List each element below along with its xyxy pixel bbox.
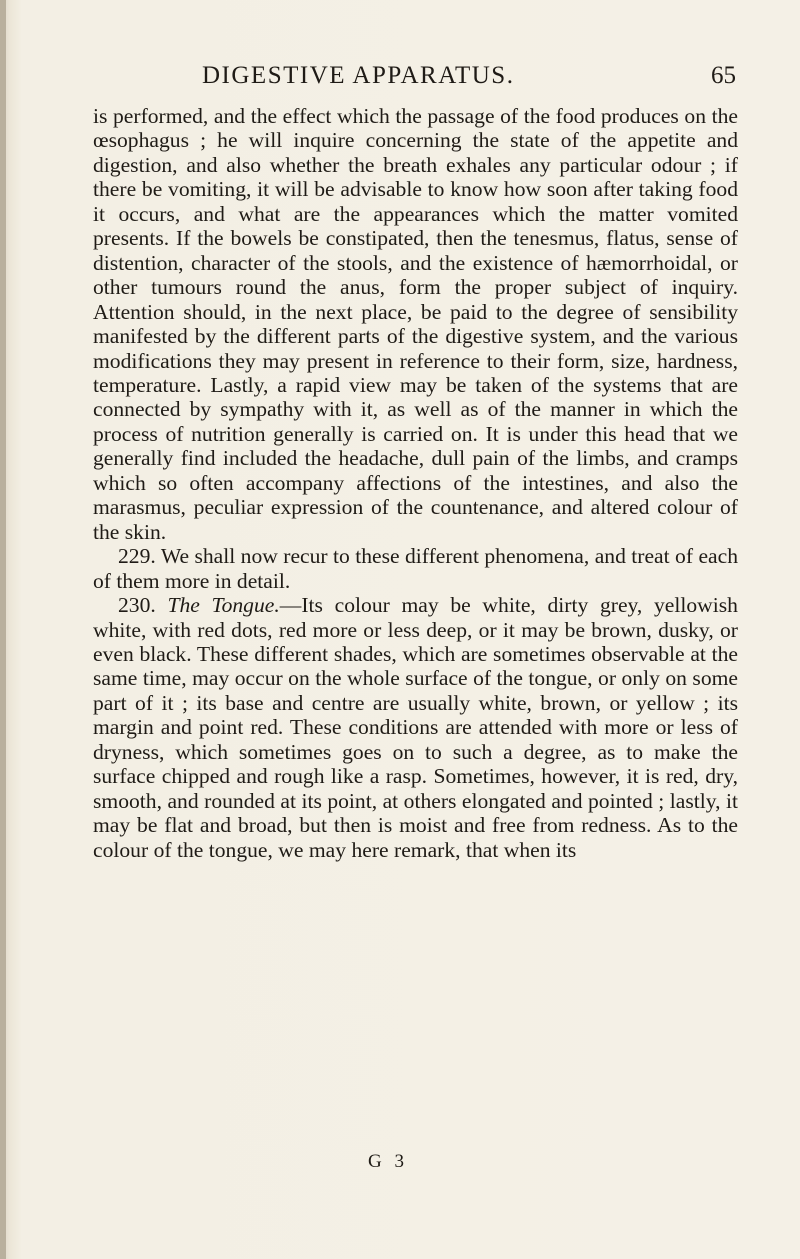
signature-mark: G 3 <box>368 1151 408 1172</box>
paragraph-number: 230. <box>118 593 156 618</box>
page-number: 65 <box>711 62 736 89</box>
paragraph-text: —Its colour may be white, dirty grey, yellowish white, with red dots, red more or less deep, or it may be brown, dusky, or even black. These different shades, which are sometimes observable at the same time, may occur on the whole surface of the tongue, or only on some part of it ; its base and centre are usually white, brown, or yellow ; its margin and point red. These conditions are attended with more or less of dryness, which sometimes goes on to such a degree, as to make the surface chipped and rough like a rasp. Sometimes, however, it is red, dry, smooth, and rounded at its point, at others elongated and pointed ; lastly, it may be flat and broad, but then is moist and free from redness. As to the colour of the tongue, we may here remark, that when its <box>93 593 738 862</box>
running-head <box>90 62 776 98</box>
page-gutter <box>0 0 6 1259</box>
paragraph-continued <box>93 104 738 544</box>
paragraph-229 <box>93 544 738 593</box>
paragraph-text: We shall now recur to these different phenomena, and treat of each of them more in detail. <box>93 544 738 593</box>
section-heading: The Tongue. <box>167 593 280 618</box>
running-head-title: DIGESTIVE APPARATUS. <box>202 62 515 89</box>
paragraph-number: 229. <box>118 544 156 569</box>
paragraph-text: is performed, and the effect which the passage of the food produces on the œsophagus ; he will inquire concerning the state of the appetite and digestion, and also whether the breath exhales any particular odour ; if there be vomiting, it will be advisable to know how soon after taking food it occurs, and what are the appearances which the matter vomited presents. If the bowels be constipated, then the tenesmus, flatus, sense of distention, character of the stools, and the existence of hæmorrhoidal, or other tumours round the anus, form the proper subject of inquiry. Attention should, in the next place, be paid to the degree of sensibility manifested by the different parts of the digestive system, and the various modifications they may present in reference to their form, size, hardness, temperature. Lastly, a rapid view may be taken of the systems that are connected by sympathy with it, as well as of the manner in which the process of nutrition generally is carried on. It is under this head that we generally find included the headache, dull pain of the limbs, and cramps which so often accompany affections of the intestines, and also the marasmus, peculiar expression of the countenance, and altered colour of the skin. <box>93 104 738 544</box>
body-text <box>93 104 738 862</box>
paragraph-230 <box>93 593 738 862</box>
